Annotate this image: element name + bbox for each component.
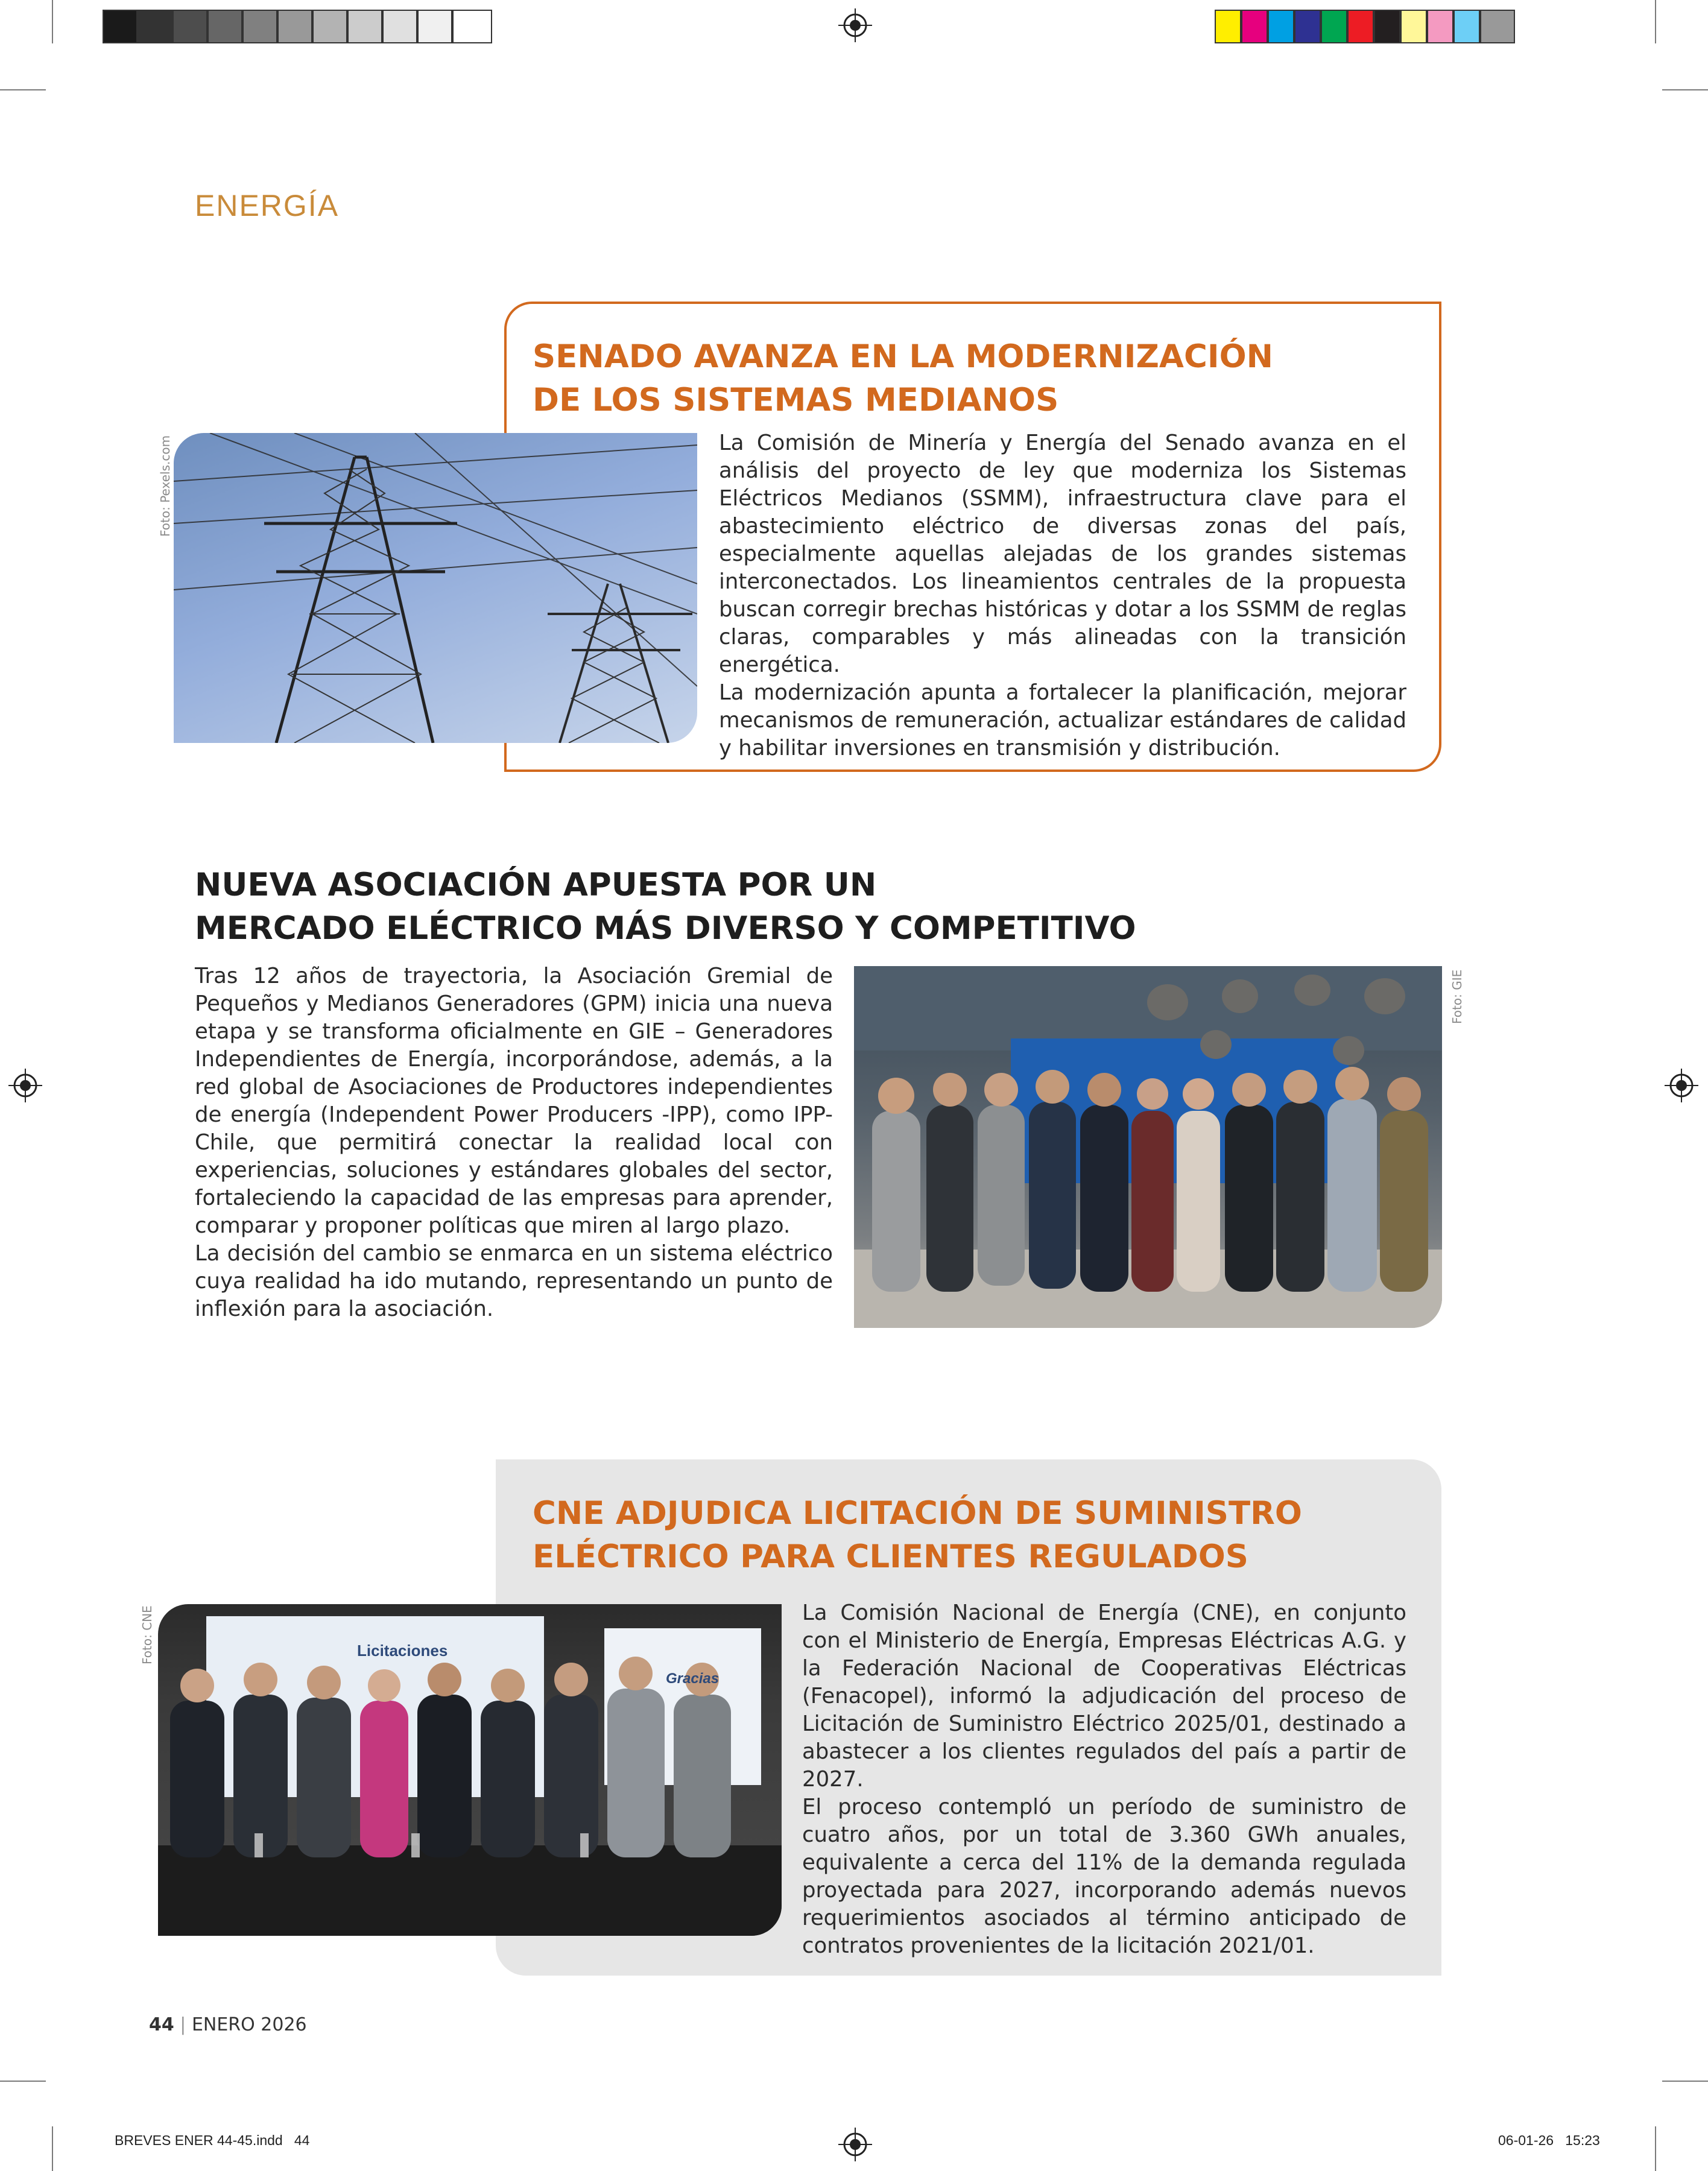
registration-mark-icon [838,8,872,42]
article-paragraph: La modernización apunta a fortalecer la planificación, mejorar mecanismos de remuneración, actualizar estándares de calidad y habilitar inversiones en transmisión y distribución. [719,680,1406,760]
article-body [719,429,1406,762]
article-body [802,1599,1406,1960]
page-footer [149,2014,307,2035]
banner-text: Licitaciones [357,1642,448,1660]
article-paragraph: Tras 12 años de trayectoria, la Asociación Gremial de Pequeños y Medianos Generadores (GPM) inicia una nueva etapa y se transforma oficialmente en GIE – Generadores Independientes de Energía, incorporándose, además, a la red global de Asociaciones de Productores independientes de energía (Independent Power Producers -IPP), como IPP-Chile, que permitirá conectar la realidad local con experiencias, soluciones y estándares globales del sector, fortaleciendo la capacidad de las empresas para aprender, comparar y proponer políticas que miren al largo plazo. [195,964,833,1238]
article-paragraph: La decisión del cambio se enmarca en un sistema eléctrico cuya realidad ha ido mutando, representando un punto de inflexión para la asociación. [195,1241,833,1321]
registration-mark-icon [8,1069,42,1102]
registration-mark-icon [838,2128,872,2161]
page-number: 44 [149,2014,174,2035]
article-body [195,962,833,1323]
article-paragraph: La Comisión de Minería y Energía del Senado avanza en el análisis del proyecto de ley que moderniza los Sistemas Eléctricos Medianos (SSMM), infraestructura clave para el abastecimiento eléctrico de diversas zonas del país, especialmente aquellas alejadas de los grandes sistemas interconectados. Los lineamientos centrales de la propuesta buscan corregir brechas históricas y dotar a los SSMM de reglas claras, comparables y más alineadas con la transición energética. [719,431,1406,677]
section-label: ENERGÍA [195,189,340,223]
article-title: CNE ADJUDICA LICITACIÓN DE SUMINISTRO ELÉCTRICO PARA CLIENTES REGULADOS [533,1495,1302,1575]
group-photo-gie [854,966,1442,1328]
power-tower-photo [174,433,697,743]
footer-divider: | [180,2014,192,2035]
issue-date: ENERO 2026 [191,2014,307,2035]
article-title: NUEVA ASOCIACIÓN APUESTA POR UN MERCADO ELÉCTRICO MÁS DIVERSO Y COMPETITIVO [195,867,1136,947]
photo-credit: Foto: CNE [140,1605,154,1664]
file-slug: BREVES ENER 44-45.indd 44 [115,2132,310,2148]
registration-mark-icon [1665,1069,1698,1102]
group-photo-cne [158,1604,782,1936]
photo-credit: Foto: Pexels.com [158,435,172,537]
article-paragraph: El proceso contempló un período de suministro de cuatro años, por un total de 3.360 GWh anuales, equivalente a cerca del 11% de la demanda regulada proyectada para 2027, incorporando además nuevos requerimientos asociados al término anticipado de contratos provenientes de la licitación 2021/01. [802,1795,1406,1958]
article-paragraph: La Comisión Nacional de Energía (CNE), en conjunto con el Ministerio de Energía, Empresas Eléctricas A.G. y la Federación Nacional de Cooperativas Eléctricas (Fenacopel), informó la adjudicación del proceso de Licitación de Suministro Eléctrico 2025/01, destinado a abastecer a los clientes regulados del país a partir de 2027. [802,1601,1406,1792]
article-title: SENADO AVANZA EN LA MODERNIZACIÓN DE LOS SISTEMAS MEDIANOS [533,338,1273,419]
print-timestamp: 06-01-26 15:23 [1498,2132,1600,2148]
banner-text: Gracias [666,1670,720,1687]
photo-credit: Foto: GIE [1450,969,1464,1024]
